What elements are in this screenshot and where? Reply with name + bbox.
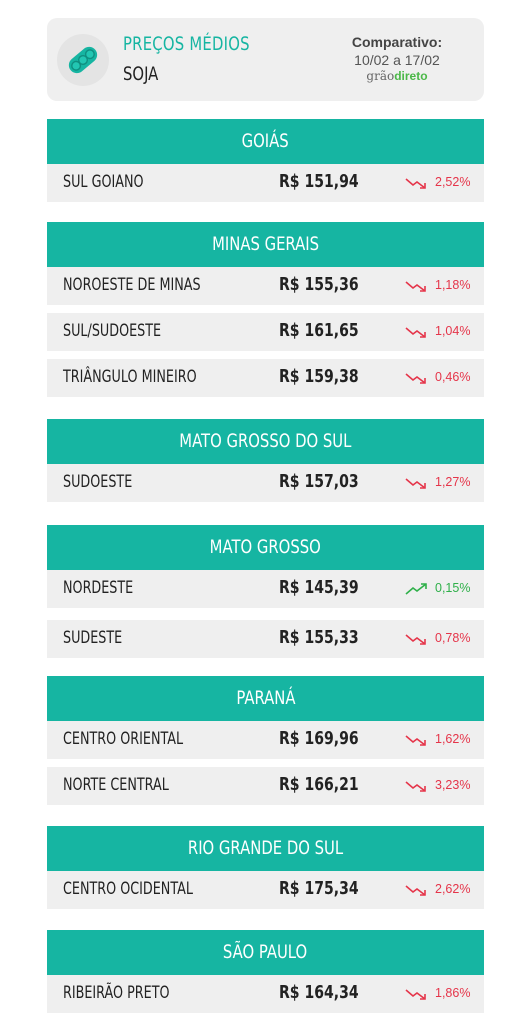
- trend-down-icon: [405, 370, 435, 384]
- region-name: SUDOESTE: [63, 472, 133, 492]
- region-name: CENTRO ORIENTAL: [63, 729, 184, 749]
- price-change: [405, 370, 470, 384]
- state-header: [47, 119, 484, 164]
- price-change: [405, 324, 470, 338]
- region-name: SUL/SUDOESTE: [63, 321, 162, 341]
- change-percent: 1,04%: [435, 324, 471, 338]
- trend-down-icon: [405, 475, 435, 489]
- change-percent: 1,27%: [435, 475, 471, 489]
- price-change: [405, 175, 470, 189]
- brand-part-1: grão: [366, 69, 395, 83]
- change-percent: 1,86%: [435, 986, 471, 1000]
- change-percent: 1,18%: [435, 278, 471, 292]
- state-section: [47, 676, 484, 805]
- brand-part-2: direto: [394, 69, 428, 83]
- price-change: [405, 732, 470, 746]
- price-change: [405, 631, 470, 645]
- trend-down-icon: [405, 278, 435, 292]
- state-name: MATO GROSSO: [209, 536, 322, 558]
- trend-down-icon: [405, 732, 435, 746]
- commodity-name: SOJA: [123, 63, 159, 85]
- price-value: R$ 175,34: [279, 878, 359, 899]
- price-change: [405, 882, 470, 896]
- trend-down-icon: [405, 778, 435, 792]
- change-percent: 0,15%: [435, 581, 471, 595]
- state-name: MINAS GERAIS: [212, 233, 319, 255]
- price-row: [47, 570, 484, 608]
- state-name: PARANÁ: [235, 687, 296, 709]
- price-row: [47, 359, 484, 397]
- state-name: GOIÁS: [241, 130, 290, 152]
- price-row: [47, 975, 484, 1013]
- price-row: [47, 871, 484, 909]
- price-change: [405, 475, 470, 489]
- region-name: RIBEIRÃO PRETO: [63, 983, 170, 1003]
- state-section: [47, 119, 484, 202]
- price-value: R$ 161,65: [279, 320, 359, 341]
- price-change: [405, 986, 470, 1000]
- region-name: NORDESTE: [63, 578, 134, 598]
- comparison-label: Comparativo:: [351, 34, 443, 50]
- state-header: [47, 525, 484, 570]
- change-percent: 1,62%: [435, 732, 471, 746]
- region-name: SUL GOIANO: [63, 172, 144, 192]
- price-value: R$ 155,33: [279, 627, 359, 648]
- state-name: MATO GROSSO DO SUL: [179, 430, 352, 452]
- price-value: R$ 155,36: [279, 274, 359, 295]
- change-percent: 3,23%: [435, 778, 471, 792]
- trend-down-icon: [405, 631, 435, 645]
- price-row: [47, 767, 484, 805]
- state-name: SÃO PAULO: [223, 941, 308, 963]
- header-card: [47, 18, 484, 101]
- change-percent: 0,46%: [435, 370, 471, 384]
- region-name: NOROESTE DE MINAS: [63, 275, 201, 295]
- region-name: TRIÂNGULO MINEIRO: [63, 367, 197, 387]
- comparison-info: [342, 34, 452, 83]
- region-name: CENTRO OCIDENTAL: [63, 879, 193, 899]
- soybean-pod-icon: [57, 34, 109, 86]
- price-value: R$ 151,94: [279, 171, 359, 192]
- brand-logo: [342, 69, 452, 83]
- region-name: SUDESTE: [63, 628, 123, 648]
- price-value: R$ 166,21: [279, 774, 359, 795]
- price-value: R$ 157,03: [279, 471, 359, 492]
- date-range: 10/02 a 17/02: [354, 52, 440, 68]
- state-section: [47, 222, 484, 397]
- trend-down-icon: [405, 882, 435, 896]
- region-name: NORTE CENTRAL: [63, 775, 169, 795]
- state-header: [47, 419, 484, 464]
- state-section: [47, 419, 484, 502]
- price-value: R$ 145,39: [279, 577, 359, 598]
- price-change: [405, 581, 470, 595]
- state-name: RIO GRANDE DO SUL: [187, 837, 344, 859]
- trend-up-icon: [405, 581, 435, 595]
- change-percent: 2,62%: [435, 882, 471, 896]
- change-percent: 2,52%: [435, 175, 471, 189]
- state-header: [47, 930, 484, 975]
- price-row: [47, 464, 484, 502]
- state-section: [47, 826, 484, 909]
- price-change: [405, 278, 470, 292]
- state-header: [47, 676, 484, 721]
- price-row: [47, 313, 484, 351]
- change-percent: 0,78%: [435, 631, 471, 645]
- price-value: R$ 159,38: [279, 366, 359, 387]
- state-header: [47, 222, 484, 267]
- state-section: [47, 930, 484, 1013]
- state-section: [47, 525, 484, 658]
- trend-down-icon: [405, 324, 435, 338]
- trend-down-icon: [405, 175, 435, 189]
- price-row: [47, 620, 484, 658]
- price-row: [47, 721, 484, 759]
- trend-down-icon: [405, 986, 435, 1000]
- page-title: PREÇOS MÉDIOS: [123, 33, 250, 55]
- price-value: R$ 169,96: [279, 728, 359, 749]
- price-value: R$ 164,34: [279, 982, 359, 1003]
- price-row: [47, 267, 484, 305]
- state-header: [47, 826, 484, 871]
- price-change: [405, 778, 470, 792]
- price-row: [47, 164, 484, 202]
